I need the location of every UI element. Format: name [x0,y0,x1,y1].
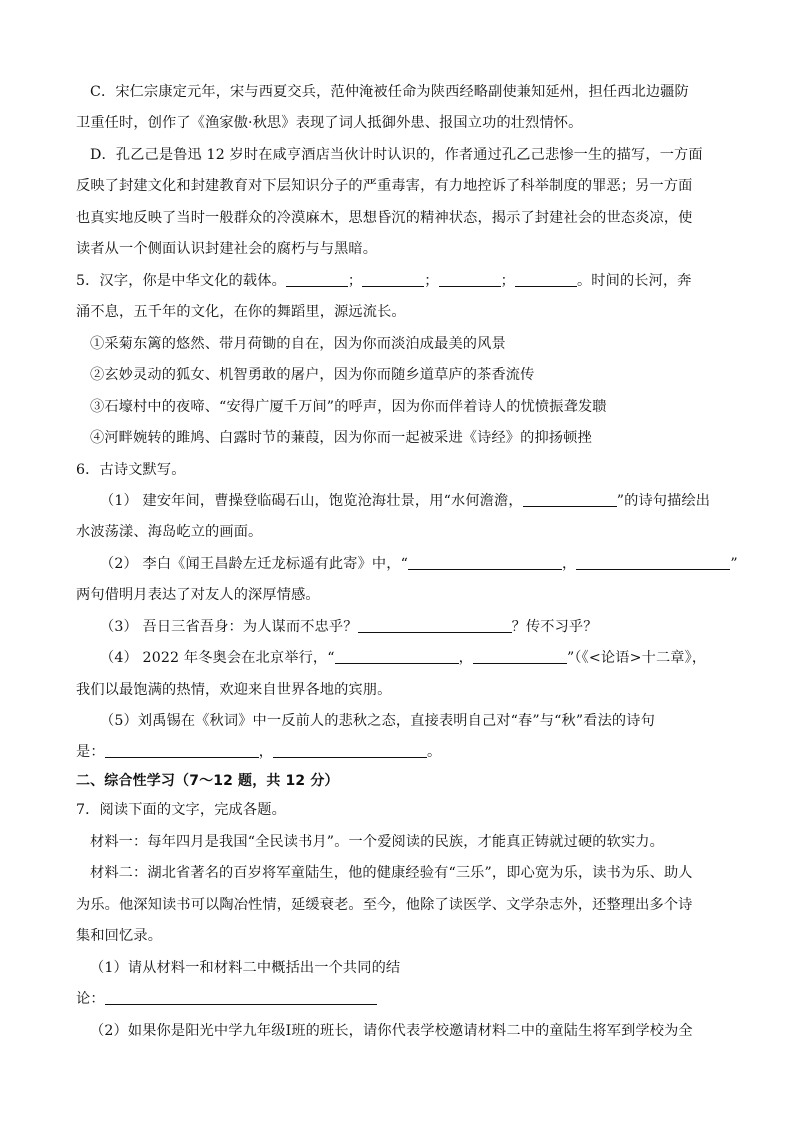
question-7-title: 7．阅读下面的文字，完成各题。 [76,802,286,818]
choice-1: ①采菊东篱的悠然、带月荷锄的自在，因为你而淡泊成最美的风景 [90,336,506,352]
separator: ， [562,556,577,572]
option-c-line-1: C．宋仁宗康定元年，宋与西夏交兵，范仲淹被任命为陕西经略副使兼知延州，担任西北边疆防 [90,84,689,100]
question-5-tail: 。时间的长河，奔 [576,273,692,289]
question-7-2-line-1: （2）如果你是阳光中学九年级Ⅰ班的班长，请你代表学校邀请材料二中的童陆生将军到学校为全 [90,1023,693,1039]
option-d-line-2: 反映了封建文化和封建教育对下层知识分子的严重毒害，有力地控诉了科举制度的罪恶；另一方面 [76,178,693,194]
choice-3: ③石壕村中的夜啼、“安得广厦千万间”的呼声，因为你而伴着诗人的忧愤振聋发聩 [90,399,607,415]
answer-blank[interactable] [473,647,567,664]
question-7-1-line-1: （1）请从材料一和材料二中概括出一个共同的结 [90,960,401,976]
question-6-1-stem: （1） 建安年间，曹操登临碣石山，饱览沧海壮景，用“水何澹澹， [100,493,523,509]
option-d-line-4: 读者从一个侧面认识封建社会的腐朽与与黑暗。 [76,241,378,257]
option-d-line-1: D．孔乙己是鲁迅 12 岁时在咸亨酒店当伙计时认识的，作者通过孔乙己悲惨一生的描写，一方面 [90,147,703,163]
question-6-2-line-1 [100,548,738,580]
separator: ； [347,273,363,289]
choice-4: ④河畔婉转的雎鸠、白露时节的蒹葭，因为你而一起被采进《诗经》的抑扬顿挫 [90,430,592,446]
answer-prefix: 是： [76,744,105,760]
answer-blank[interactable] [105,988,377,1005]
question-6-2-tail: ” [730,556,738,572]
line-end: 。 [427,744,442,760]
material-1: 材料一：每年四月是我国“全民读书月”。一个爱阅读的民族，才能真正铸就过硬的软实力。 [90,834,664,850]
separator: ； [500,273,515,289]
question-6-5-line-2 [76,736,726,768]
answer-prefix: 论： [76,991,105,1007]
answer-blank[interactable] [362,270,424,287]
material-2-line-3: 集和回忆录。 [76,928,163,944]
choice-2: ②玄妙灵动的狐女、机智勇敢的屠户，因为你而随乡道草庐的茶香流传 [90,367,535,383]
question-7-1-line-2 [76,983,726,1015]
answer-blank[interactable] [515,270,577,287]
option-d-line-3: 也真实地反映了当时一般群众的冷漠麻木，思想昏沉的精神状态，揭示了封建社会的世态炎凉，使 [76,210,693,226]
question-6-4-stem: （4） 2022 年冬奥会在北京举行，“ [100,650,335,666]
question-6-5-line-1: （5）刘禹锡在《秋词》中一反前人的悲秋之态，直接表明自己对“春”与“秋”看法的诗句 [100,713,655,729]
question-6-1-line-1 [100,485,726,517]
question-6-3-tail: ？传不习乎？ [511,619,598,635]
separator: ， [258,744,274,760]
question-5-stem: 5．汉字，你是中华文化的载体。 [76,273,286,289]
answer-blank[interactable] [523,490,617,507]
answer-blank[interactable] [439,270,501,287]
question-6-1-tail: ”的诗句描绘出 [616,493,711,509]
separator: ； [424,273,439,289]
answer-blank[interactable] [273,741,427,758]
answer-blank[interactable] [358,616,512,633]
question-6-4-line-1 [100,642,726,674]
separator: ， [458,650,473,666]
question-6-4-tail: ”（《<论语>十二章》， [567,650,707,666]
question-5-line-2: 涌不息，五千年的文化，在你的舞蹈里，源远流长。 [76,304,406,320]
material-2-line-1: 材料二：湖北省著名的百岁将军童陆生，他的健康经验有“三乐”，即心宽为乐，读书为乐、助人 [90,865,693,881]
material-2-line-2: 为乐。他深知读书可以陶冶性情，延缓衰老。至今，他除了读医学、文学杂志外，还整理出多个诗 [76,897,693,913]
question-6-title: 6．古诗文默写。 [76,462,186,478]
answer-blank[interactable] [335,647,459,664]
question-6-1-line-2: 水波荡漾、海岛屹立的画面。 [76,524,263,540]
answer-blank[interactable] [105,741,259,758]
question-6-2-stem: （2） 李白《闻王昌龄左迁龙标遥有此寄》中，“ [100,556,408,572]
option-c-line-2: 卫重任时，创作了《渔家傲·秋思》表现了词人抵御外患、报国立功的壮烈情怀。 [76,115,583,131]
question-5-line-1 [76,265,726,297]
answer-blank[interactable] [286,270,348,287]
question-6-3-stem: （3） 吾日三省吾身：为人谋而不忠乎？ [100,619,358,635]
answer-blank[interactable] [576,553,730,570]
answer-blank[interactable] [408,553,562,570]
question-6-2-line-2: 两句借明月表达了对友人的深厚情感。 [76,587,320,603]
question-6-3 [100,611,726,643]
question-6-4-line-2: 我们以最饱满的热情，欢迎来自世界各地的宾朋。 [76,682,392,698]
section-2-heading: 二、综合性学习（7～12 题，共 12 分） [76,773,339,789]
